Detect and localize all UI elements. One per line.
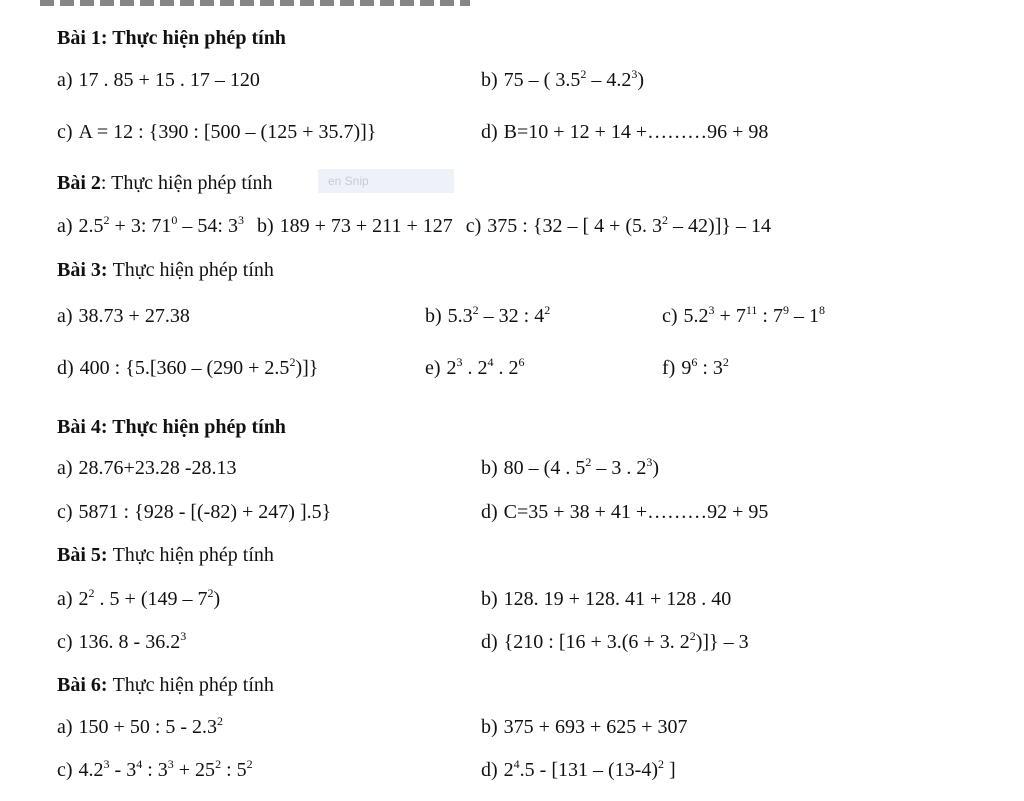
expression-text: . 5 + (149 – 7 [94, 588, 208, 610]
exponent: 6 [518, 355, 525, 369]
expression-text: 136. 8 - 36.2 [78, 631, 181, 653]
exponent: 4 [513, 757, 520, 771]
expression-text: ) [652, 457, 660, 479]
expression-text: 375 : {32 – [ 4 + (5. 3 [487, 215, 663, 237]
expression-text: . 2 [462, 357, 488, 379]
bai1-c [57, 120, 376, 144]
item-label: c) [57, 631, 73, 653]
exponent: 4 [136, 757, 143, 771]
exponent: 3 [631, 67, 638, 81]
exponent: 2 [662, 213, 669, 227]
item-label: d) [481, 501, 498, 523]
expression-text: A = 12 : {390 : [500 – (125 + 35.7)]} [78, 121, 377, 143]
exponent: 8 [818, 303, 825, 317]
item-label: c) [57, 501, 73, 523]
exponent: 3 [646, 455, 653, 469]
bai5-b [481, 587, 731, 611]
expression-text: – 1 [788, 305, 819, 327]
exponent: 2 [215, 757, 222, 771]
expression-text: : 7 [757, 305, 783, 327]
expression-text: . 2 [493, 357, 519, 379]
expression-text: + 25 [173, 759, 216, 781]
math-expression [79, 69, 260, 91]
bai3-d [57, 356, 318, 380]
expression-text: 17 . 85 + 15 . 17 – 120 [78, 69, 260, 91]
expression-text: 9 [681, 357, 692, 379]
expression-text: 2 [446, 357, 457, 379]
expression-text: 128. 19 + 128. 41 + 128 . 40 [503, 588, 732, 610]
exponent: 2 [88, 586, 95, 600]
bai3-heading: Bài 3: Thực hiện phép tính [57, 259, 274, 281]
exponent: 2 [585, 455, 592, 469]
expression-text: 5.2 [683, 305, 709, 327]
expression-text: 4.2 [78, 759, 104, 781]
bai4-b [481, 456, 659, 480]
math-expression [504, 69, 644, 91]
expression-text: 2.5 [78, 215, 104, 237]
expression-text: – 3 . 2 [591, 457, 647, 479]
exponent: 2 [217, 714, 224, 728]
expression-text: 5871 : {928 - [(-82) + 247) ].5} [78, 501, 332, 523]
exponent: 3 [103, 757, 110, 771]
item-label: c) [662, 305, 678, 327]
bai4-heading: Bài 4: Thực hiện phép tính [57, 416, 286, 438]
math-expression [79, 457, 237, 479]
expression-text: – 32 : 4 [478, 305, 545, 327]
exponent: 2 [580, 67, 587, 81]
math-expression [447, 357, 525, 379]
exponent: 2 [722, 355, 729, 369]
math-expression [79, 631, 187, 653]
expression-text: 189 + 73 + 211 + 127 [279, 215, 453, 237]
expression-text: 400 : {5.[360 – (290 + 2.5 [79, 357, 290, 379]
bai5-a [57, 587, 220, 611]
expression-text: 375 + 693 + 625 + 307 [503, 716, 688, 738]
item-label: d) [481, 759, 498, 781]
exponent: 3 [456, 355, 463, 369]
item-label: c) [57, 759, 73, 781]
math-expression [504, 588, 732, 610]
bai3-c [662, 304, 825, 328]
item-label: e) [425, 357, 441, 379]
expression-text: ) [213, 588, 221, 610]
expression-text: {210 : [16 + 3.(6 + 3. 2 [503, 631, 690, 653]
item-label: a) [57, 69, 73, 91]
expression-text: : 3 [697, 357, 723, 379]
item-label: a) [57, 457, 73, 479]
bai6-a [57, 715, 223, 739]
item-label: a) [57, 588, 73, 610]
expression-text: 5.3 [447, 305, 473, 327]
exponent: 3 [167, 757, 174, 771]
item-label: b) [481, 457, 498, 479]
math-expression [504, 716, 688, 738]
math-expression [79, 215, 244, 237]
exponent: 3 [237, 213, 244, 227]
item-label: d) [57, 357, 74, 379]
expression-text: .5 - [131 – (13-4) [519, 759, 658, 781]
bai3-e [425, 356, 525, 380]
bai6-b [481, 715, 688, 739]
item-label: f) [662, 357, 676, 379]
expression-text: 38.73 + 27.38 [78, 305, 190, 327]
expression-text: B=10 + 12 + 14 +………96 + 98 [503, 121, 769, 143]
expression-text: : 5 [221, 759, 247, 781]
expression-text: – 42)]} – 14 [668, 215, 771, 237]
bai4-a [57, 456, 237, 480]
math-expression [684, 305, 825, 327]
expression-text: 80 – (4 . 5 [503, 457, 586, 479]
item-label: c) [465, 215, 482, 237]
expression-text: )]} – 3 [695, 631, 749, 653]
bai6-c [57, 758, 253, 782]
math-expression [504, 121, 769, 143]
expression-text: ) [637, 69, 645, 91]
bai4-d [481, 500, 768, 524]
math-expression [80, 357, 319, 379]
bai6-heading: Bài 6: Thực hiện phép tính [57, 674, 274, 696]
item-label: d) [481, 121, 498, 143]
expression-text: 28.76+23.28 -28.13 [78, 457, 237, 479]
math-expression [681, 357, 729, 379]
expression-text: + 7 [714, 305, 746, 327]
math-expression [504, 501, 769, 523]
item-label: b) [256, 215, 274, 237]
bai5-heading: Bài 5: Thực hiện phép tính [57, 544, 274, 566]
expression-text: 150 + 50 : 5 - 2.3 [78, 716, 218, 738]
math-expression [79, 121, 377, 143]
cropped-header-strip [40, 0, 470, 6]
bai3-f [662, 356, 729, 380]
item-label: c) [57, 121, 73, 143]
exponent: 2 [689, 629, 696, 643]
bai4-c [57, 500, 331, 524]
item-label: a) [57, 305, 73, 327]
item-label: b) [481, 69, 498, 91]
math-expression [504, 457, 659, 479]
bai3-b [425, 304, 550, 328]
exponent: 11 [745, 303, 758, 317]
bai5-d [481, 630, 749, 654]
exponent: 0 [171, 213, 178, 227]
math-expression [79, 305, 190, 327]
math-expression [79, 716, 224, 738]
math-expression [79, 501, 332, 523]
expression-text: : 3 [142, 759, 168, 781]
bai1-b [481, 68, 644, 92]
bai1-heading: Bài 1: Thực hiện phép tính [57, 27, 286, 49]
bai6-d [481, 758, 676, 782]
bai2-heading: Bài 2: Thực hiện phép tính [57, 172, 273, 194]
exponent: 2 [207, 586, 214, 600]
bai3-a [57, 304, 190, 328]
math-expression [79, 759, 253, 781]
math-expression [487, 215, 771, 237]
bai1-a [57, 68, 260, 92]
exponent: 3 [708, 303, 715, 317]
item-label: a) [57, 716, 73, 738]
math-expression [504, 759, 676, 781]
bai5-c [57, 630, 186, 654]
item-label: b) [481, 588, 498, 610]
math-expression [79, 588, 221, 610]
exponent: 4 [487, 355, 494, 369]
bai2-row [57, 214, 771, 238]
expression-text: )]} [295, 357, 319, 379]
math-expression [504, 631, 749, 653]
exponent: 2 [103, 213, 110, 227]
item-label: a) [57, 215, 73, 237]
expression-text: 75 – ( 3.5 [503, 69, 581, 91]
expression-text: – 54: 3 [177, 215, 238, 237]
item-label: d) [481, 631, 498, 653]
snip-watermark: en Snip [318, 169, 454, 193]
expression-text: 2 [503, 759, 514, 781]
expression-text: – 4.2 [586, 69, 632, 91]
expression-text: 2 [78, 588, 89, 610]
exponent: 6 [691, 355, 698, 369]
bai1-d [481, 120, 768, 144]
exponent: 2 [289, 355, 296, 369]
math-expression [448, 305, 551, 327]
exponent: 9 [782, 303, 789, 317]
expression-text: - 3 [109, 759, 137, 781]
exponent: 2 [544, 303, 551, 317]
exponent: 2 [472, 303, 479, 317]
item-label: b) [481, 716, 498, 738]
math-expression [280, 215, 453, 237]
expression-text: C=35 + 38 + 41 +………92 + 95 [503, 501, 769, 523]
expression-text: + 3: 71 [109, 215, 172, 237]
exponent: 2 [246, 757, 253, 771]
expression-text: ] [663, 759, 676, 781]
exponent: 2 [657, 757, 664, 771]
item-label: b) [425, 305, 442, 327]
exponent: 3 [180, 629, 187, 643]
